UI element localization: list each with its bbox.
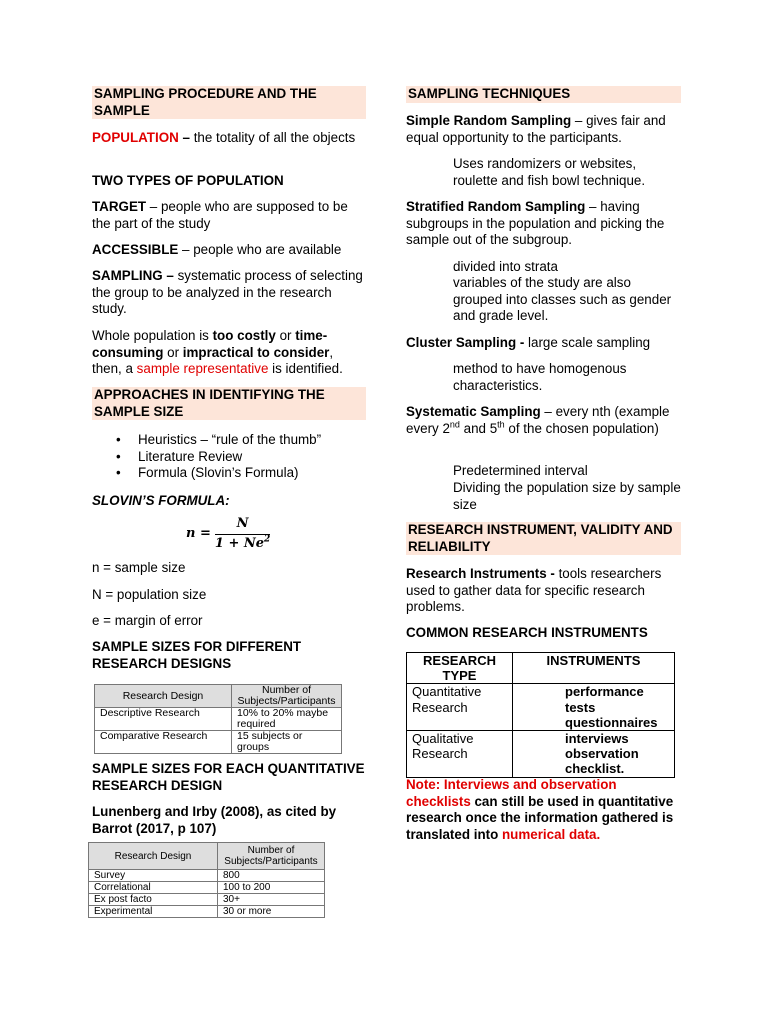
- slovin-formula: n = $\frac{N}{1 + Ne^2}$: [186, 516, 271, 551]
- table-header-row: RESEARCH TYPE INSTRUMENTS: [407, 653, 675, 684]
- table-row: Correlational 100 to 200: [89, 882, 325, 894]
- formula-denominator: $1 + Ne^2$: [214, 534, 271, 551]
- table-row: Ex post facto 30+: [89, 894, 325, 906]
- population-definition: POPULATION – the totality of all the objects: [92, 130, 356, 145]
- variable-n: n = sample size: [92, 560, 186, 575]
- sample-sizes-designs-heading: SAMPLE SIZES FOR DIFFERENT RESEARCH DESIGNS: [92, 639, 302, 671]
- section-heading-approaches: APPROACHES IN IDENTIFYING THE SAMPLE SIZE: [92, 387, 366, 420]
- simple-random-note: Uses randomizers or websites, roulette and fish bowl technique.: [453, 156, 646, 188]
- slovin-formula-title: SLOVIN’S FORMULA:: [92, 493, 230, 508]
- variable-N: N = population size: [92, 587, 207, 602]
- stratified-note-strata: divided into strata: [453, 259, 558, 274]
- list-item: • Formula (Slovin’s Formula): [138, 465, 366, 482]
- section-heading-sampling-procedure: SAMPLING PROCEDURE AND THE SAMPLE: [92, 86, 366, 119]
- table-row: Comparative Research 15 subjects or groups: [95, 731, 342, 754]
- section-heading-sampling-techniques: SAMPLING TECHNIQUES: [406, 86, 681, 103]
- quantitative-sizes-table: [88, 842, 325, 918]
- sample-sizes-table: [94, 684, 342, 754]
- quantitative-designs-heading: SAMPLE SIZES FOR EACH QUANTITATIVE RESEARCH DESIGN: [92, 761, 365, 793]
- whole-population-paragraph: Whole population is too costly or time-consuming or impractical to consider, then, a sample representative is identified.: [92, 328, 343, 377]
- target-definition: TARGET – people who are supposed to be the part of the study: [92, 199, 348, 231]
- table-row: Qualitative Research interviews observation checklist.: [407, 731, 675, 778]
- cluster-sampling: Cluster Sampling - large scale sampling: [406, 335, 651, 350]
- systematic-note-dividing: Dividing the population size by sample size: [453, 480, 681, 512]
- common-instruments-heading: COMMON RESEARCH INSTRUMENTS: [406, 625, 648, 640]
- two-types-heading: TWO TYPES OF POPULATION: [92, 173, 284, 188]
- formula-numerator: N: [215, 516, 270, 535]
- cluster-note: method to have homogenous characteristics.: [453, 361, 627, 393]
- approaches-list: [92, 432, 366, 482]
- list-item: • Literature Review: [138, 449, 366, 466]
- table-header-row: Research Design Number of Subjects/Participants: [89, 843, 325, 870]
- citation: Lunenberg and Irby (2008), as cited by Barrot (2017, p 107): [92, 804, 337, 836]
- sampling-definition: SAMPLING – systematic process of selecting the group to be analyzed in the research study.: [92, 268, 363, 317]
- section-heading-research-instrument: RESEARCH INSTRUMENT, VALIDITY AND RELIABILITY: [406, 522, 681, 555]
- instruments-table: [406, 652, 675, 778]
- simple-random-sampling: Simple Random Sampling – gives fair and equal opportunity to the participants.: [406, 113, 666, 145]
- table-row: Quantitative Research performance tests questionnaires: [407, 684, 675, 731]
- stratified-random-sampling: Stratified Random Sampling – having subgroups in the population and picking the sample out of the subgroup.: [406, 199, 665, 248]
- systematic-sampling: Systematic Sampling – every nth (example every 2nd and 5th of the chosen population): [406, 404, 670, 436]
- table-header-row: Research Design Number of Subjects/Participants: [95, 685, 342, 708]
- accessible-definition: ACCESSIBLE – people who are available: [92, 242, 342, 257]
- variable-e: e = margin of error: [92, 613, 203, 628]
- table-row: Descriptive Research 10% to 20% maybe required: [95, 708, 342, 731]
- note-paragraph: Note: Interviews and observation checklists can still be used in quantitative research once the information gathered is translated into numerical data.: [406, 777, 674, 842]
- stratified-note-variables: variables of the study are also grouped into classes such as gender and grade level.: [453, 275, 672, 324]
- systematic-note-interval: Predetermined interval: [453, 463, 588, 478]
- table-row: Survey 800: [89, 870, 325, 882]
- list-item: • Heuristics – “rule of the thumb”: [138, 432, 366, 449]
- table-row: Experimental 30 or more: [89, 906, 325, 918]
- research-instruments-definition: Research Instruments - tools researchers used to gather data for specific research problems.: [406, 566, 662, 615]
